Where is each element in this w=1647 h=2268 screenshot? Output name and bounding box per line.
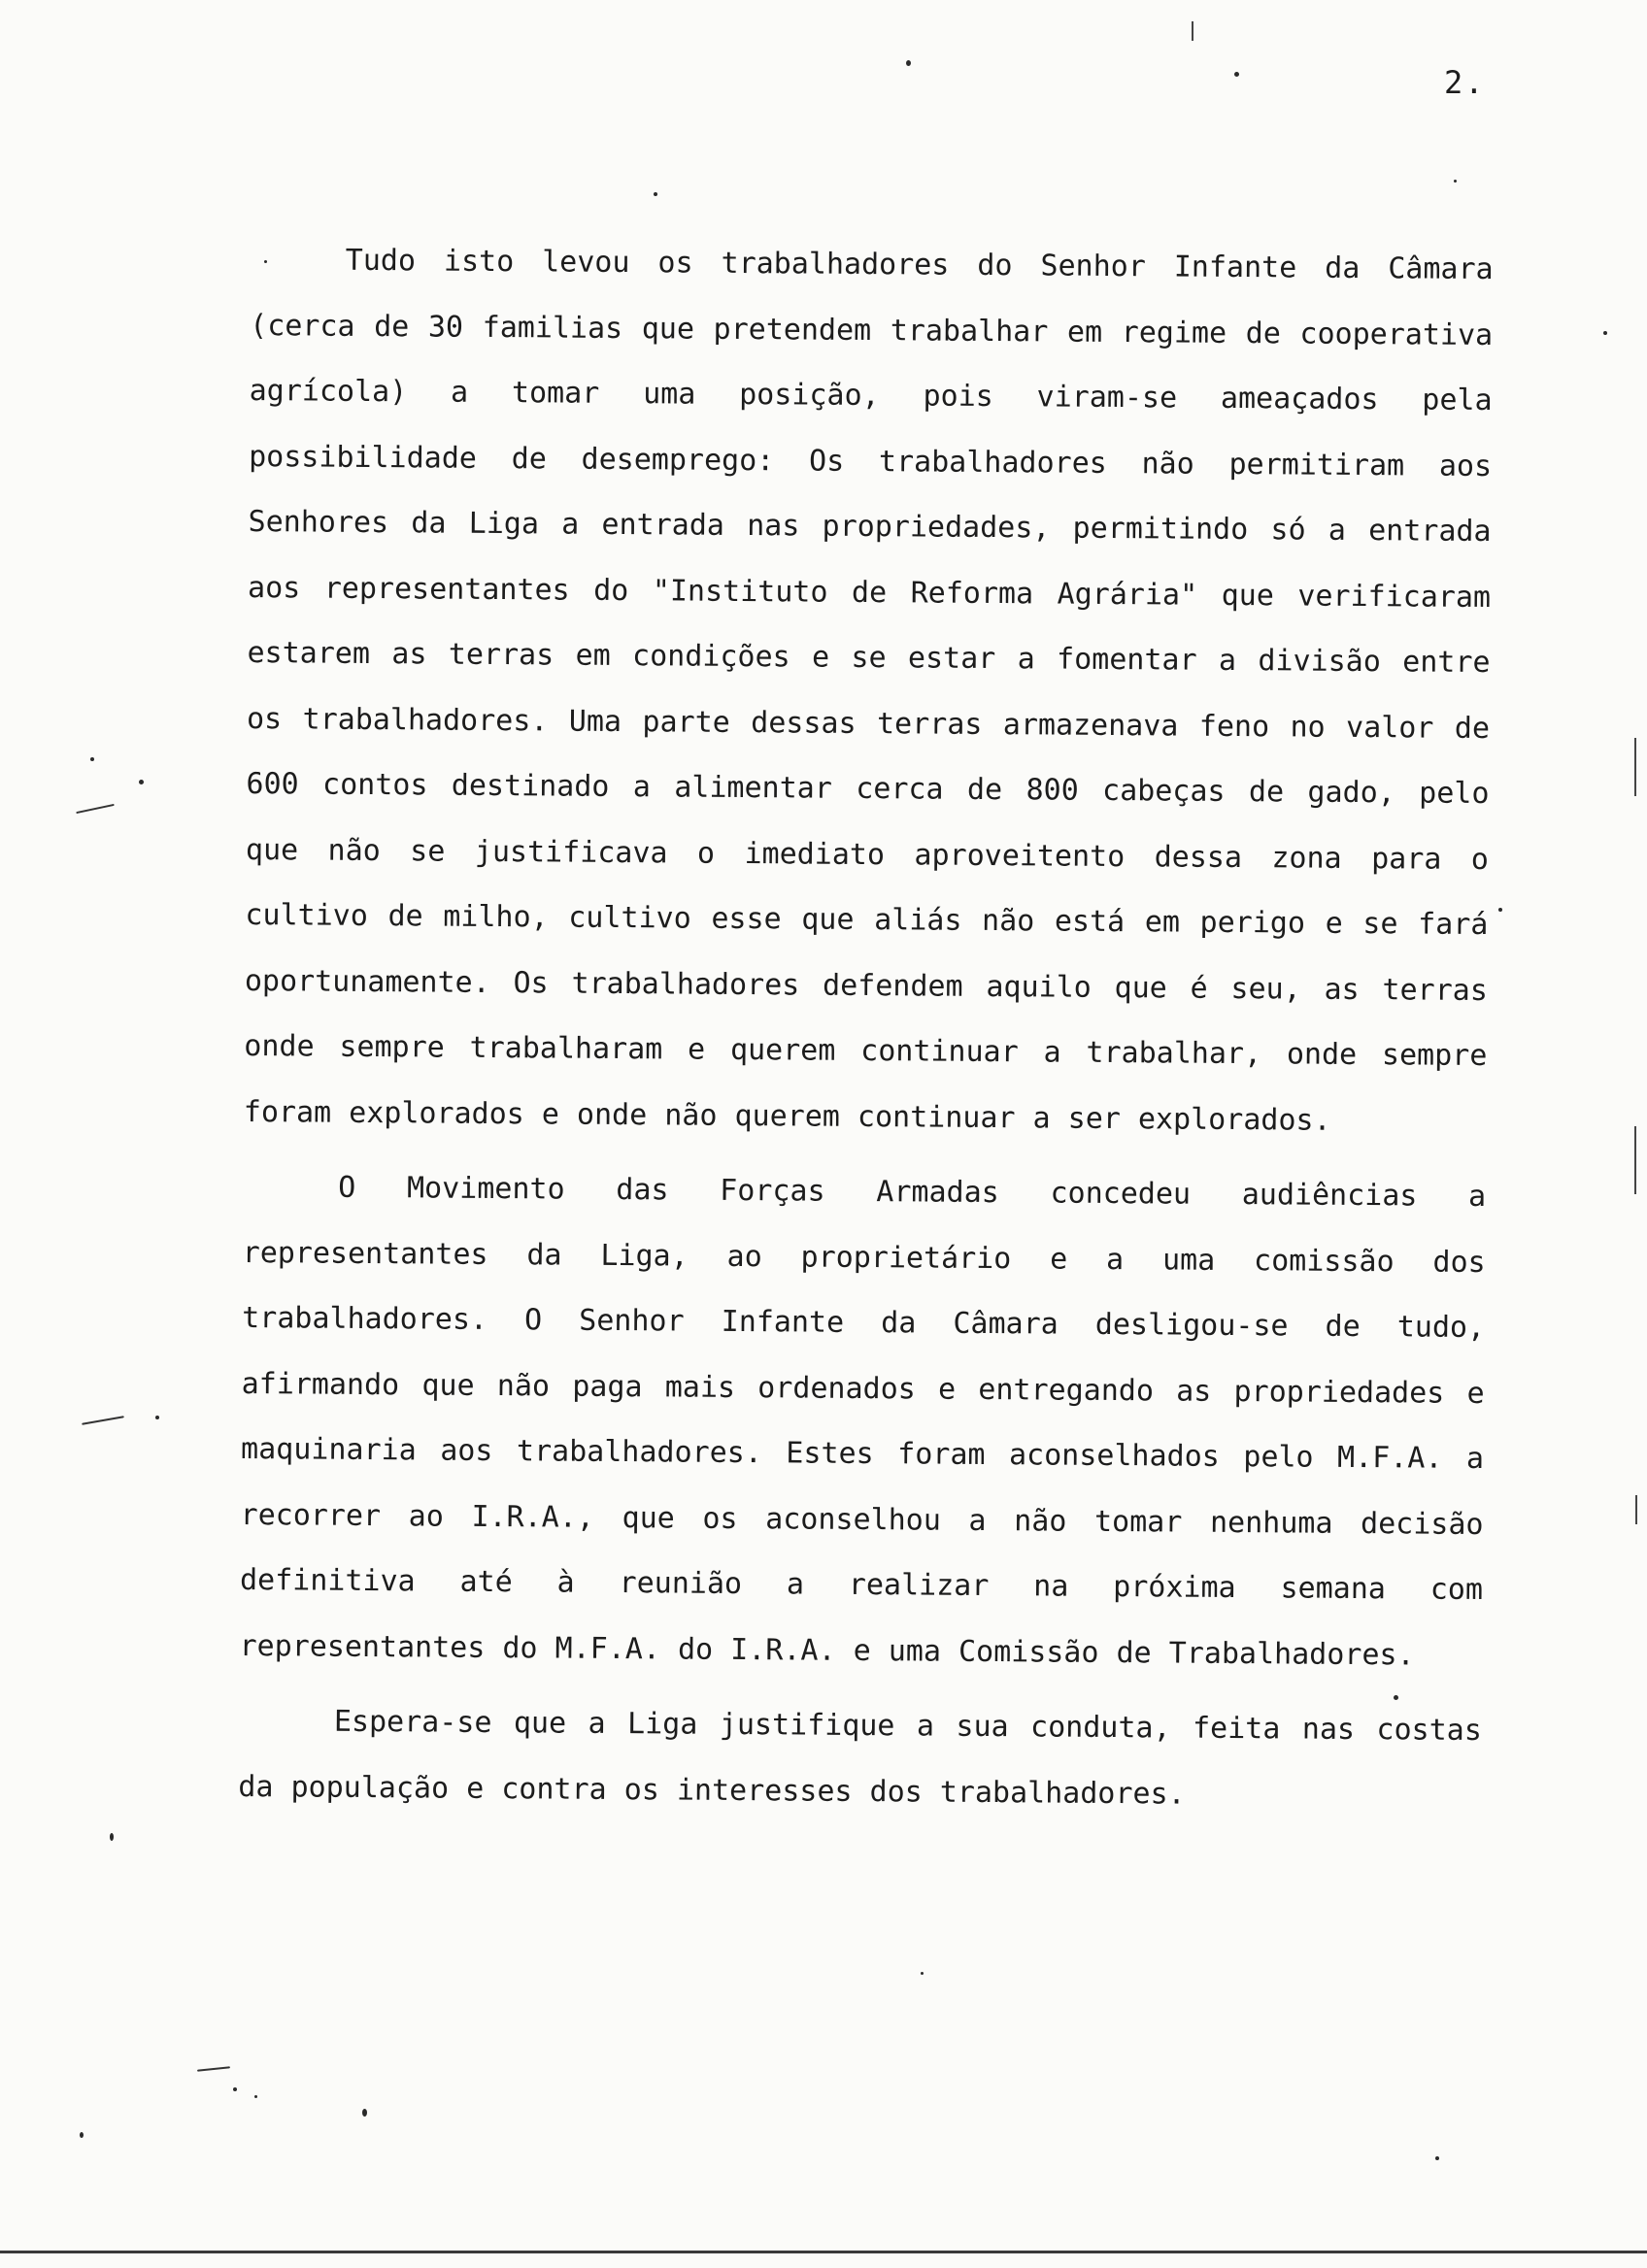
scan-artifact (1435, 2156, 1439, 2160)
scan-artifact (1634, 1126, 1636, 1194)
scan-artifact (1603, 331, 1607, 335)
scan-artifact (155, 1416, 159, 1419)
scan-artifact (90, 757, 94, 761)
scan-artifact (1234, 72, 1239, 77)
scan-artifact (921, 1972, 924, 1975)
scan-artifact (110, 1833, 114, 1841)
scan-artifact (197, 2066, 230, 2072)
scan-artifact (1635, 1495, 1637, 1524)
scan-artifact (233, 2087, 237, 2091)
scan-artifact (1498, 908, 1502, 912)
scan-artifact (654, 192, 657, 196)
scan-artifact (1192, 21, 1193, 41)
scan-artifact (264, 260, 267, 263)
scan-artifact (1454, 180, 1457, 183)
scan-edge-line (0, 2251, 1647, 2253)
scan-artifact (1634, 738, 1636, 796)
scan-artifact (80, 2132, 84, 2138)
scan-artifact (254, 2095, 257, 2098)
scan-artifact (76, 804, 115, 814)
paragraph-1: Tudo isto levou os trabalhadores do Senhor Infante da Câmara (cerca de 30 familias que pretendem trabalhar em regime de cooperativa agrícola) a tomar uma posição, pois viram-se ameaçados pela possibilidade de desemprego: Os trabalhadores não permitiram aos Senhores da Liga a entrada nas propriedades, permitindo só a entrada aos representantes do "Instituto de Reforma Agrária" que verificaram estarem as terras em condições e se estar a fomentar a divisão entre os trabalhadores. Uma parte dessas terras armazenava feno no valor de 600 contos destinado a alimentar cerca de 800 cabeças de gado, pelo que não se justificava o imediato aproveitento dessa zona para o cultivo de milho, cultivo esse que aliás não está em perigo e se fará oportunamente. Os trabalhadores defendem aquilo que é seu, as terras onde sempre trabalharam e querem continuar a trabalhar, onde sempre foram explorados e onde não querem continuar a ser explorados. (243, 243, 1494, 1138)
scan-artifact (362, 2109, 367, 2117)
document-body (238, 227, 1494, 1829)
scan-artifact (139, 780, 144, 784)
page-number: 2. (1444, 64, 1486, 101)
scan-artifact (82, 1416, 124, 1425)
scan-artifact (906, 60, 911, 66)
scan-artifact (1394, 1695, 1398, 1700)
paragraph-3: Espera-se que a Liga justifique a sua conduta, feita nas costas da população e contra os interesses dos trabalhadores. (238, 1704, 1483, 1812)
paragraph-2: O Movimento das Forças Armadas concedeu audiências a representantes da Liga, ao proprietário e a uma comissão dos trabalhadores. O Senhor Infante da Câmara desligou-se de tudo, afirmando que não paga mais ordenados e entregando as propriedades e maquinaria aos trabalhadores. Estes foram aconselhados pelo M.F.A. a recorrer ao I.R.A., que os aconselhou a não tomar nenhuma decisão definitiva até à reunião a realizar na próxima semana com representantes do M.F.A. do I.R.A. e uma Comissão de Trabalhadores. (239, 1170, 1487, 1672)
